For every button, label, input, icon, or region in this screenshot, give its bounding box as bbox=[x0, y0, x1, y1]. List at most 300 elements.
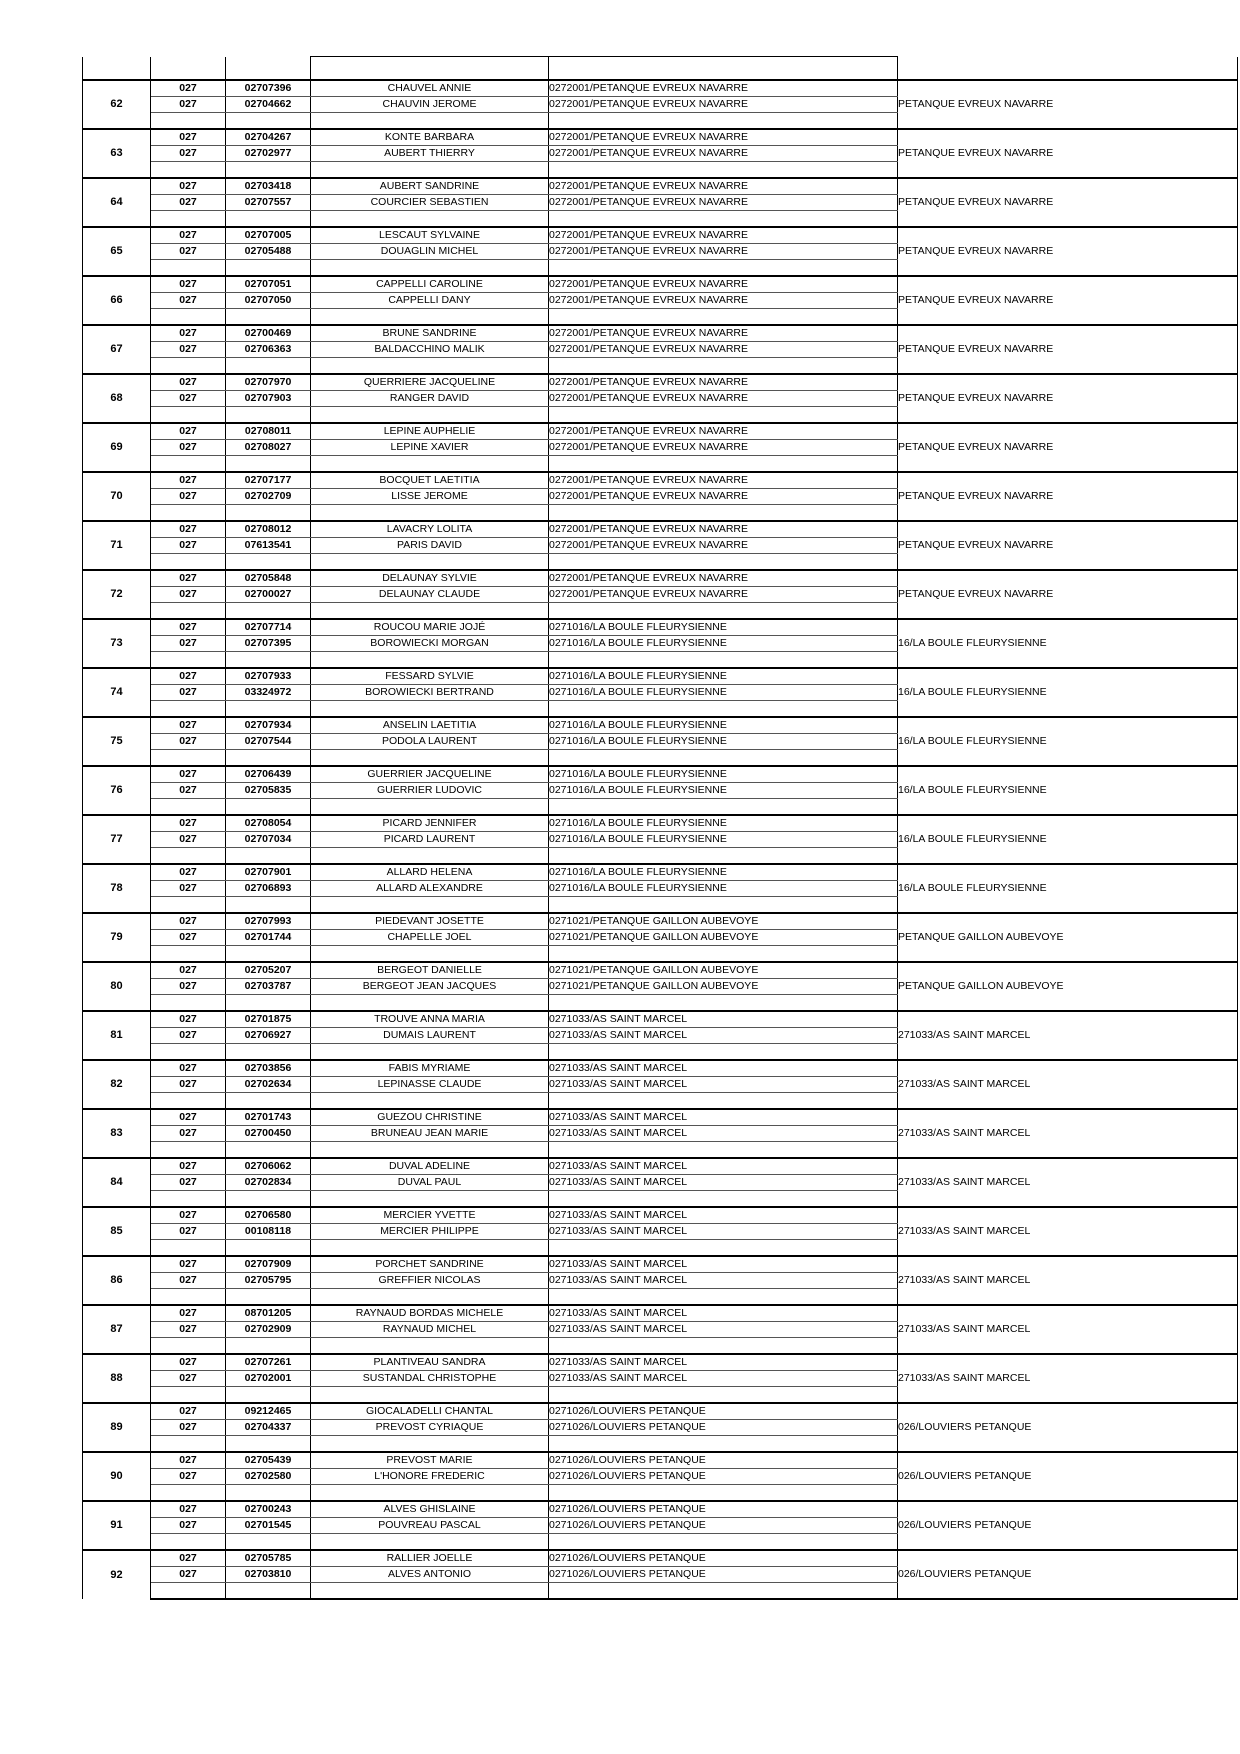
spacer-cell bbox=[311, 848, 549, 865]
group-spacer-row bbox=[83, 554, 1238, 571]
spacer-cell bbox=[549, 407, 898, 424]
table-row bbox=[83, 783, 1238, 799]
club-cell: 0272001/PETANQUE EVREUX NAVARRE bbox=[549, 244, 898, 260]
licence-cell: 02707051 bbox=[226, 276, 311, 293]
spacer-cell bbox=[549, 1534, 898, 1551]
club-cell: 0271016/LA BOULE FLEURYSIENNE bbox=[549, 881, 898, 897]
spacer-cell bbox=[311, 1485, 549, 1502]
licence-cell: 02707903 bbox=[226, 391, 311, 407]
spacer-cell bbox=[151, 407, 226, 424]
dept-cell: 027 bbox=[151, 178, 226, 195]
dept-cell: 027 bbox=[151, 374, 226, 391]
group-spacer-row bbox=[83, 211, 1238, 228]
member-name-cell: TROUVE ANNA MARIA bbox=[311, 1011, 549, 1028]
licence-cell: 02701744 bbox=[226, 930, 311, 946]
licence-cell: 02703856 bbox=[226, 1060, 311, 1077]
licence-cell: 02706363 bbox=[226, 342, 311, 358]
member-name-cell: RAYNAUD MICHEL bbox=[311, 1322, 549, 1338]
spacer-cell bbox=[549, 799, 898, 816]
spacer-cell bbox=[549, 358, 898, 375]
dept-cell: 027 bbox=[151, 766, 226, 783]
club-repeat-cell bbox=[898, 1273, 1238, 1289]
table-row bbox=[83, 962, 1238, 979]
licence-cell: 02703418 bbox=[226, 178, 311, 195]
table-row bbox=[83, 1420, 1238, 1436]
table-row bbox=[83, 1501, 1238, 1518]
club-cell: 0271021/PETANQUE GAILLON AUBEVOYE bbox=[549, 962, 898, 979]
member-name-cell: DUVAL PAUL bbox=[311, 1175, 549, 1191]
dept-cell: 027 bbox=[151, 440, 226, 456]
club-repeat-text: PETANQUE EVREUX NAVARRE bbox=[898, 539, 1054, 551]
member-name-cell: PODOLA LAURENT bbox=[311, 734, 549, 750]
dept-cell: 027 bbox=[151, 423, 226, 440]
spacer-cell bbox=[898, 456, 1238, 473]
member-name-cell: PICARD JENNIFER bbox=[311, 815, 549, 832]
club-cell: 0271033/AS SAINT MARCEL bbox=[549, 1126, 898, 1142]
member-name-cell: MERCIER PHILIPPE bbox=[311, 1224, 549, 1240]
club-cell: 0272001/PETANQUE EVREUX NAVARRE bbox=[549, 129, 898, 146]
dept-cell: 027 bbox=[151, 1322, 226, 1338]
licence-cell: 09212465 bbox=[226, 1403, 311, 1420]
club-repeat-text: PETANQUE EVREUX NAVARRE bbox=[898, 294, 1054, 306]
spacer-cell bbox=[549, 309, 898, 326]
club-repeat-cell bbox=[898, 668, 1238, 685]
table-row bbox=[83, 619, 1238, 636]
spacer-cell bbox=[898, 1436, 1238, 1453]
spacer-cell bbox=[549, 162, 898, 179]
spacer-cell bbox=[226, 1044, 311, 1061]
club-cell: 0271016/LA BOULE FLEURYSIENNE bbox=[549, 734, 898, 750]
club-repeat-text: PETANQUE GAILLON AUBEVOYE bbox=[898, 980, 1064, 992]
spacer-cell bbox=[311, 995, 549, 1012]
table-row bbox=[83, 864, 1238, 881]
club-repeat-cell bbox=[898, 979, 1238, 995]
member-name-cell: BOROWIECKI MORGAN bbox=[311, 636, 549, 652]
group-spacer-row bbox=[83, 750, 1238, 767]
club-repeat-cell bbox=[898, 1452, 1238, 1469]
spacer-cell bbox=[898, 1387, 1238, 1404]
licence-cell: 02707050 bbox=[226, 293, 311, 309]
row-index-cell: 85 bbox=[83, 1207, 151, 1256]
spacer-cell bbox=[226, 1436, 311, 1453]
licence-cell: 02706439 bbox=[226, 766, 311, 783]
club-repeat-cell bbox=[898, 913, 1238, 930]
table-row bbox=[83, 342, 1238, 358]
spacer-cell bbox=[226, 260, 311, 277]
spacer-cell bbox=[151, 750, 226, 767]
dept-cell: 027 bbox=[151, 1256, 226, 1273]
spacer-cell bbox=[226, 113, 311, 130]
club-repeat-cell bbox=[898, 636, 1238, 652]
spacer-cell bbox=[549, 1093, 898, 1110]
spacer-cell bbox=[151, 701, 226, 718]
club-repeat-text: 16/LA BOULE FLEURYSIENNE bbox=[898, 735, 1047, 747]
club-repeat-cell bbox=[898, 1501, 1238, 1518]
spacer-cell bbox=[311, 309, 549, 326]
spacer-cell bbox=[226, 1338, 311, 1355]
table-row bbox=[83, 587, 1238, 603]
licence-cell: 02707261 bbox=[226, 1354, 311, 1371]
licence-cell: 02707557 bbox=[226, 195, 311, 211]
table-row bbox=[83, 570, 1238, 587]
group-spacer-row bbox=[83, 1093, 1238, 1110]
spacer-cell bbox=[898, 113, 1238, 130]
dept-cell: 027 bbox=[151, 146, 226, 162]
spacer-cell bbox=[151, 603, 226, 620]
member-name-cell: SUSTANDAL CHRISTOPHE bbox=[311, 1371, 549, 1387]
member-name-cell: GUERRIER JACQUELINE bbox=[311, 766, 549, 783]
table-row bbox=[83, 1224, 1238, 1240]
dept-cell: 027 bbox=[151, 636, 226, 652]
licence-cell: 02706062 bbox=[226, 1158, 311, 1175]
row-index-cell: 83 bbox=[83, 1109, 151, 1158]
member-name-cell: DELAUNAY SYLVIE bbox=[311, 570, 549, 587]
table-row bbox=[83, 1371, 1238, 1387]
row-index-cell: 79 bbox=[83, 913, 151, 962]
table-row bbox=[83, 423, 1238, 440]
club-repeat-cell bbox=[898, 1224, 1238, 1240]
club-cell: 0271026/LOUVIERS PETANQUE bbox=[549, 1420, 898, 1436]
club-repeat-cell bbox=[898, 1518, 1238, 1534]
spacer-cell bbox=[226, 1289, 311, 1306]
dept-cell: 027 bbox=[151, 489, 226, 505]
dept-cell: 027 bbox=[151, 587, 226, 603]
spacer-cell bbox=[226, 946, 311, 963]
spacer-cell bbox=[311, 554, 549, 571]
table-row bbox=[83, 129, 1238, 146]
club-cell: 0272001/PETANQUE EVREUX NAVARRE bbox=[549, 570, 898, 587]
club-repeat-cell bbox=[898, 930, 1238, 946]
club-repeat-text: PETANQUE GAILLON AUBEVOYE bbox=[898, 931, 1064, 943]
table-row bbox=[83, 80, 1238, 97]
row-index-cell: 91 bbox=[83, 1501, 151, 1550]
group-spacer-row bbox=[83, 897, 1238, 914]
club-repeat-cell bbox=[898, 1469, 1238, 1485]
licence-table-body bbox=[83, 57, 1238, 1600]
spacer-cell bbox=[549, 1240, 898, 1257]
club-repeat-cell bbox=[898, 538, 1238, 554]
group-spacer-row bbox=[83, 456, 1238, 473]
club-cell: 0272001/PETANQUE EVREUX NAVARRE bbox=[549, 80, 898, 97]
club-cell: 0272001/PETANQUE EVREUX NAVARRE bbox=[549, 472, 898, 489]
member-name-cell: CAPPELLI DANY bbox=[311, 293, 549, 309]
spacer-cell bbox=[898, 1338, 1238, 1355]
group-spacer-row bbox=[83, 407, 1238, 424]
spacer-cell bbox=[898, 505, 1238, 522]
licence-cell: 02701743 bbox=[226, 1109, 311, 1126]
club-cell: 0271026/LOUVIERS PETANQUE bbox=[549, 1567, 898, 1583]
licence-cell: 02705835 bbox=[226, 783, 311, 799]
member-name-cell: DUVAL ADELINE bbox=[311, 1158, 549, 1175]
licence-cell: 02705785 bbox=[226, 1550, 311, 1567]
spacer-cell bbox=[311, 113, 549, 130]
club-repeat-text: 271033/AS SAINT MARCEL bbox=[898, 1372, 1031, 1384]
spacer-cell bbox=[549, 995, 898, 1012]
club-repeat-cell bbox=[898, 734, 1238, 750]
dept-cell: 027 bbox=[151, 1371, 226, 1387]
table-row bbox=[83, 766, 1238, 783]
club-repeat-cell bbox=[898, 619, 1238, 636]
spacer-cell bbox=[549, 211, 898, 228]
club-cell: 0272001/PETANQUE EVREUX NAVARRE bbox=[549, 391, 898, 407]
club-repeat-cell bbox=[898, 864, 1238, 881]
row-index-cell: 69 bbox=[83, 423, 151, 472]
spacer-cell bbox=[311, 407, 549, 424]
spacer-cell bbox=[311, 1387, 549, 1404]
dept-cell: 027 bbox=[151, 864, 226, 881]
spacer-cell bbox=[226, 652, 311, 669]
licence-cell: 02708027 bbox=[226, 440, 311, 456]
table-row bbox=[83, 374, 1238, 391]
row-index-cell: 80 bbox=[83, 962, 151, 1011]
club-repeat-cell bbox=[898, 685, 1238, 701]
row-index-cell: 75 bbox=[83, 717, 151, 766]
spacer-cell bbox=[226, 1191, 311, 1208]
group-spacer-row bbox=[83, 1436, 1238, 1453]
member-name-cell: LEPINASSE CLAUDE bbox=[311, 1077, 549, 1093]
club-cell: 0272001/PETANQUE EVREUX NAVARRE bbox=[549, 587, 898, 603]
club-repeat-cell bbox=[898, 717, 1238, 734]
spacer-cell bbox=[311, 1142, 549, 1159]
club-repeat-text: 271033/AS SAINT MARCEL bbox=[898, 1176, 1031, 1188]
club-repeat-cell bbox=[898, 391, 1238, 407]
group-spacer-row bbox=[83, 505, 1238, 522]
spacer-cell bbox=[549, 1583, 898, 1600]
licence-cell: 02707544 bbox=[226, 734, 311, 750]
member-name-cell: PORCHET SANDRINE bbox=[311, 1256, 549, 1273]
licence-cell: 02707005 bbox=[226, 227, 311, 244]
dept-cell: 027 bbox=[151, 815, 226, 832]
table-row bbox=[83, 1469, 1238, 1485]
row-index-cell: 82 bbox=[83, 1060, 151, 1109]
table-row bbox=[83, 1322, 1238, 1338]
licence-cell: 02704662 bbox=[226, 97, 311, 113]
licence-cell: 02702834 bbox=[226, 1175, 311, 1191]
licence-cell: 02707909 bbox=[226, 1256, 311, 1273]
spacer-cell bbox=[898, 1240, 1238, 1257]
dept-cell: 027 bbox=[151, 1060, 226, 1077]
spacer-cell bbox=[151, 1044, 226, 1061]
member-name-cell: PREVOST CYRIAQUE bbox=[311, 1420, 549, 1436]
club-repeat-cell bbox=[898, 881, 1238, 897]
row-index-cell: 70 bbox=[83, 472, 151, 521]
club-cell: 0271016/LA BOULE FLEURYSIENNE bbox=[549, 717, 898, 734]
club-repeat-cell bbox=[898, 1403, 1238, 1420]
licence-cell: 02700450 bbox=[226, 1126, 311, 1142]
dept-cell: 027 bbox=[151, 570, 226, 587]
spacer-cell bbox=[311, 162, 549, 179]
spacer-cell bbox=[226, 1142, 311, 1159]
strip-dept-cell bbox=[151, 57, 226, 81]
spacer-cell bbox=[151, 946, 226, 963]
group-spacer-row bbox=[83, 1289, 1238, 1306]
dept-cell: 027 bbox=[151, 619, 226, 636]
dept-cell: 027 bbox=[151, 293, 226, 309]
spacer-cell bbox=[311, 1240, 549, 1257]
table-row bbox=[83, 1011, 1238, 1028]
club-cell: 0271033/AS SAINT MARCEL bbox=[549, 1371, 898, 1387]
licence-cell: 02707934 bbox=[226, 717, 311, 734]
dept-cell: 027 bbox=[151, 80, 226, 97]
group-spacer-row bbox=[83, 1191, 1238, 1208]
club-repeat-text: PETANQUE EVREUX NAVARRE bbox=[898, 245, 1054, 257]
club-repeat-cell bbox=[898, 97, 1238, 113]
club-repeat-text: PETANQUE EVREUX NAVARRE bbox=[898, 588, 1054, 600]
club-repeat-text: 16/LA BOULE FLEURYSIENNE bbox=[898, 784, 1047, 796]
dept-cell: 027 bbox=[151, 276, 226, 293]
member-name-cell: LEPINE XAVIER bbox=[311, 440, 549, 456]
club-repeat-cell bbox=[898, 815, 1238, 832]
licence-cell: 02702001 bbox=[226, 1371, 311, 1387]
table-row bbox=[83, 97, 1238, 113]
member-name-cell: DELAUNAY CLAUDE bbox=[311, 587, 549, 603]
spacer-cell bbox=[898, 1583, 1238, 1600]
table-row bbox=[83, 146, 1238, 162]
member-name-cell: ROUCOU MARIE JOJÉ bbox=[311, 619, 549, 636]
spacer-cell bbox=[226, 162, 311, 179]
club-cell: 0271016/LA BOULE FLEURYSIENNE bbox=[549, 783, 898, 799]
licence-cell: 02706927 bbox=[226, 1028, 311, 1044]
member-name-cell: ALLARD HELENA bbox=[311, 864, 549, 881]
club-cell: 0271033/AS SAINT MARCEL bbox=[549, 1011, 898, 1028]
club-repeat-cell bbox=[898, 587, 1238, 603]
licence-table bbox=[82, 56, 1238, 1600]
club-cell: 0271033/AS SAINT MARCEL bbox=[549, 1158, 898, 1175]
spacer-cell bbox=[898, 652, 1238, 669]
member-name-cell: AUBERT SANDRINE bbox=[311, 178, 549, 195]
spacer-cell bbox=[898, 946, 1238, 963]
table-row bbox=[83, 930, 1238, 946]
club-repeat-text: PETANQUE EVREUX NAVARRE bbox=[898, 490, 1054, 502]
spacer-cell bbox=[151, 1093, 226, 1110]
spacer-cell bbox=[898, 260, 1238, 277]
club-repeat-cell bbox=[898, 227, 1238, 244]
strip-licence-cell bbox=[226, 57, 311, 81]
dept-cell: 027 bbox=[151, 325, 226, 342]
club-cell: 0271016/LA BOULE FLEURYSIENNE bbox=[549, 668, 898, 685]
spacer-cell bbox=[549, 1485, 898, 1502]
spacer-cell bbox=[898, 1142, 1238, 1159]
club-repeat-cell bbox=[898, 1109, 1238, 1126]
club-cell: 0272001/PETANQUE EVREUX NAVARRE bbox=[549, 489, 898, 505]
spacer-cell bbox=[549, 848, 898, 865]
dept-cell: 027 bbox=[151, 1550, 226, 1567]
table-row bbox=[83, 1550, 1238, 1567]
club-cell: 0272001/PETANQUE EVREUX NAVARRE bbox=[549, 178, 898, 195]
table-row bbox=[83, 734, 1238, 750]
table-row bbox=[83, 1175, 1238, 1191]
table-row bbox=[83, 440, 1238, 456]
spacer-cell bbox=[151, 211, 226, 228]
table-row bbox=[83, 472, 1238, 489]
club-repeat-text: 271033/AS SAINT MARCEL bbox=[898, 1225, 1031, 1237]
club-cell: 0272001/PETANQUE EVREUX NAVARRE bbox=[549, 521, 898, 538]
licence-cell: 02702709 bbox=[226, 489, 311, 505]
club-cell: 0271033/AS SAINT MARCEL bbox=[549, 1224, 898, 1240]
licence-cell: 02707177 bbox=[226, 472, 311, 489]
club-repeat-cell bbox=[898, 342, 1238, 358]
club-repeat-cell bbox=[898, 1322, 1238, 1338]
spacer-cell bbox=[226, 309, 311, 326]
licence-cell: 02708054 bbox=[226, 815, 311, 832]
group-spacer-row bbox=[83, 603, 1238, 620]
club-repeat-cell bbox=[898, 832, 1238, 848]
table-row bbox=[83, 1126, 1238, 1142]
licence-cell: 02706580 bbox=[226, 1207, 311, 1224]
member-name-cell: QUERRIERE JACQUELINE bbox=[311, 374, 549, 391]
row-index-cell: 84 bbox=[83, 1158, 151, 1207]
table-row bbox=[83, 685, 1238, 701]
group-spacer-row bbox=[83, 652, 1238, 669]
club-repeat-text: 271033/AS SAINT MARCEL bbox=[898, 1323, 1031, 1335]
member-name-cell: ANSELIN LAETITIA bbox=[311, 717, 549, 734]
licence-cell: 02700027 bbox=[226, 587, 311, 603]
spacer-cell bbox=[151, 1191, 226, 1208]
member-name-cell: COURCIER SEBASTIEN bbox=[311, 195, 549, 211]
club-cell: 0271016/LA BOULE FLEURYSIENNE bbox=[549, 815, 898, 832]
spacer-cell bbox=[898, 1534, 1238, 1551]
club-repeat-text: 026/LOUVIERS PETANQUE bbox=[898, 1519, 1032, 1531]
club-cell: 0272001/PETANQUE EVREUX NAVARRE bbox=[549, 146, 898, 162]
table-row bbox=[83, 636, 1238, 652]
member-name-cell: POUVREAU PASCAL bbox=[311, 1518, 549, 1534]
licence-cell: 02706893 bbox=[226, 881, 311, 897]
spacer-cell bbox=[549, 1044, 898, 1061]
club-repeat-text: 026/LOUVIERS PETANQUE bbox=[898, 1568, 1032, 1580]
dept-cell: 027 bbox=[151, 1126, 226, 1142]
table-row bbox=[83, 1207, 1238, 1224]
dept-cell: 027 bbox=[151, 227, 226, 244]
licence-cell: 07613541 bbox=[226, 538, 311, 554]
row-index-cell: 63 bbox=[83, 129, 151, 178]
table-row bbox=[83, 178, 1238, 195]
spacer-cell bbox=[311, 1093, 549, 1110]
spacer-cell bbox=[226, 1240, 311, 1257]
spacer-cell bbox=[226, 750, 311, 767]
spacer-cell bbox=[549, 1387, 898, 1404]
club-repeat-cell bbox=[898, 472, 1238, 489]
table-row bbox=[83, 276, 1238, 293]
table-row bbox=[83, 1028, 1238, 1044]
club-cell: 0271016/LA BOULE FLEURYSIENNE bbox=[549, 766, 898, 783]
row-index-cell: 88 bbox=[83, 1354, 151, 1403]
spacer-cell bbox=[151, 358, 226, 375]
row-index-cell: 87 bbox=[83, 1305, 151, 1354]
spacer-cell bbox=[898, 701, 1238, 718]
club-repeat-cell bbox=[898, 1420, 1238, 1436]
club-repeat-cell bbox=[898, 1175, 1238, 1191]
member-name-cell: ALLARD ALEXANDRE bbox=[311, 881, 549, 897]
club-cell: 0271033/AS SAINT MARCEL bbox=[549, 1354, 898, 1371]
spacer-cell bbox=[898, 1485, 1238, 1502]
club-repeat-text: PETANQUE EVREUX NAVARRE bbox=[898, 196, 1054, 208]
club-repeat-cell bbox=[898, 1126, 1238, 1142]
club-repeat-cell bbox=[898, 244, 1238, 260]
club-repeat-text: 16/LA BOULE FLEURYSIENNE bbox=[898, 637, 1047, 649]
spacer-cell bbox=[549, 1338, 898, 1355]
row-index-cell: 66 bbox=[83, 276, 151, 325]
spacer-cell bbox=[898, 897, 1238, 914]
group-spacer-row bbox=[83, 358, 1238, 375]
dept-cell: 027 bbox=[151, 1354, 226, 1371]
club-cell: 0271033/AS SAINT MARCEL bbox=[549, 1109, 898, 1126]
spacer-cell bbox=[311, 701, 549, 718]
spacer-cell bbox=[898, 603, 1238, 620]
row-index-cell: 86 bbox=[83, 1256, 151, 1305]
club-repeat-cell bbox=[898, 489, 1238, 505]
member-name-cell: AUBERT THIERRY bbox=[311, 146, 549, 162]
club-cell: 0271026/LOUVIERS PETANQUE bbox=[549, 1452, 898, 1469]
